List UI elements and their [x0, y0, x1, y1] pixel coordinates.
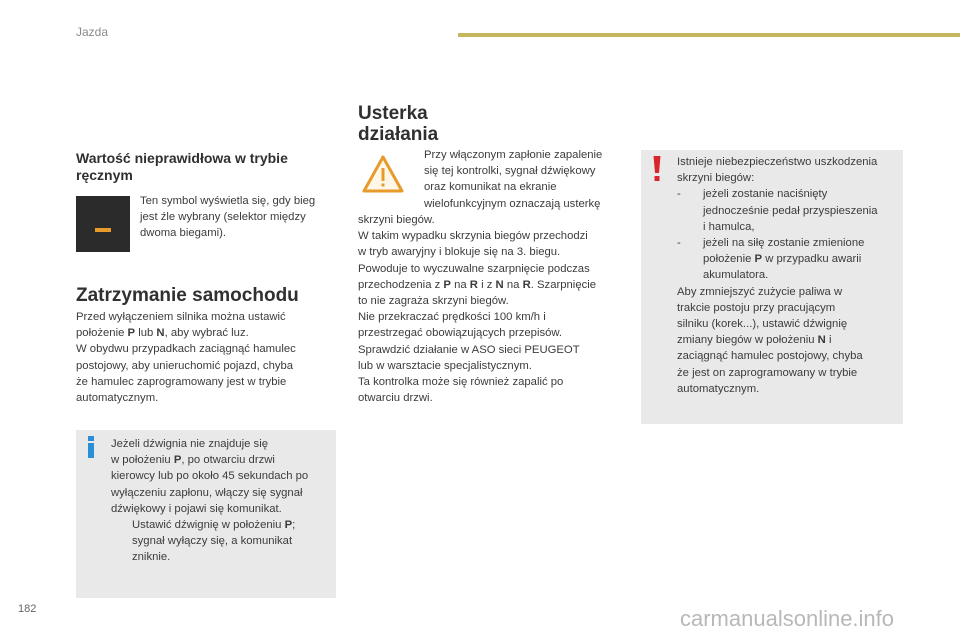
- info-icon: [86, 436, 96, 458]
- text-line: przestrzegać obowiązujących przepisów.: [358, 327, 563, 340]
- text-line: trakcie postoju przy pracującym: [677, 301, 836, 314]
- text-line: zaciągnąć hamulec postojowy, chyba: [677, 350, 863, 363]
- text-line: lub w warsztacie specjalistycznym.: [358, 359, 532, 372]
- text-line: jeżeli na siłę zostanie zmienione: [703, 237, 865, 250]
- text-line: zmiany biegów w położeniu N i: [677, 334, 832, 347]
- text-line: silniku (korek...), ustawić dźwignię: [677, 318, 848, 331]
- text-line: położenie P lub N, aby wybrać luz.: [76, 327, 249, 340]
- wrong-value-heading: [76, 150, 288, 184]
- text-line: Przy włączonym zapłonie zapalenie: [424, 149, 603, 161]
- text-line: W obydwu przypadkach zaciągnąć hamulec: [76, 343, 296, 356]
- heading-line: działania: [358, 124, 439, 145]
- text-line: Aby zmniejszyć zużycie paliwa w: [677, 285, 843, 298]
- text-line: automatycznym.: [677, 382, 760, 395]
- text-line: Powoduje to wyczuwalne szarpnięcie podczas: [358, 262, 590, 275]
- text-line: w położeniu P, po otwarciu drzwi: [111, 454, 275, 467]
- heading-line: Wartość nieprawidłowa w trybie: [76, 150, 288, 166]
- watermark: carmanualsonline.info: [680, 606, 895, 631]
- stop-heading: Zatrzymanie samochodu: [76, 285, 299, 306]
- text-line: Ta kontrolka może się również zapalić po: [358, 376, 564, 389]
- text-line: jest źle wybrany (selektor między: [140, 211, 306, 224]
- text-line: wyłączeniu zapłonu, włączy się sygnał: [111, 486, 303, 499]
- text-line: kierowcy lub po około 45 sekundach po: [111, 470, 309, 483]
- text-line: w tryb awaryjny i blokuje się na 3. biegu.: [358, 246, 561, 259]
- text-line: skrzyni biegów:: [677, 172, 755, 185]
- text-line: W takim wypadku skrzynia biegów przechodzi: [358, 230, 588, 243]
- text-line: zniknie.: [132, 551, 171, 564]
- heading-line: ręcznym: [76, 167, 133, 183]
- gear-selector-symbol-icon: [76, 196, 130, 252]
- text-line: Ten symbol wyświetla się, gdy bieg: [140, 195, 316, 207]
- warning-text: [677, 154, 878, 397]
- heading-line: Usterka: [358, 103, 428, 124]
- fault-indented-text: [424, 147, 602, 212]
- text-line: jednocześnie pedał przyspieszenia: [703, 204, 878, 217]
- text-line: i hamulca,: [703, 220, 755, 233]
- dash-item: [677, 186, 878, 235]
- text-line: Sprawdzić działanie w ASO sieci PEUGEOT: [358, 343, 580, 356]
- dash-item: [677, 235, 878, 284]
- section-title: Jazda: [76, 25, 109, 39]
- text-line: oraz komunikat na ekranie: [424, 181, 557, 194]
- fault-heading: [358, 103, 438, 145]
- warning-triangle-icon: [361, 154, 405, 194]
- dash-bullet: -: [677, 188, 681, 201]
- bullet-item: [111, 517, 308, 566]
- text-line: Nie przekraczać prędkości 100 km/h i: [358, 311, 546, 324]
- text-line: automatycznym.: [76, 392, 159, 405]
- text-line: Jeżeli dźwignia nie znajduje się: [111, 438, 268, 450]
- text-line: to nie zagraża skrzyni biegów.: [358, 295, 509, 308]
- text-line: otwarciu drzwi.: [358, 392, 433, 405]
- text-line: się tej kontrolki, sygnał dźwiękowy: [424, 165, 596, 178]
- text-line: sygnał wyłączy się, a komunikat: [132, 535, 293, 548]
- gear-dash-icon: [95, 228, 111, 232]
- dash-bullet: -: [677, 237, 681, 250]
- text-line: Ustawić dźwignię w położeniu P;: [132, 519, 296, 532]
- text-line: Istnieje niebezpieczeństwo uszkodzenia: [677, 156, 878, 168]
- text-line: akumulatora.: [703, 269, 769, 282]
- text-line: dwoma biegami).: [140, 227, 227, 240]
- text-line: że hamulec zaprogramowany jest w trybie: [76, 375, 287, 388]
- text-line: Przed wyłączeniem silnika można ustawić: [76, 311, 286, 323]
- page-number: 182: [18, 603, 37, 615]
- text-line: skrzyni biegów.: [358, 214, 435, 226]
- text-line: wielofunkcyjnym oznaczają usterkę: [424, 197, 601, 210]
- fault-paragraph: [358, 212, 596, 406]
- info-text: [111, 436, 308, 566]
- text-line: postojowy, aby unieruchomić pojazd, chyba: [76, 359, 294, 372]
- symbol-description: [140, 193, 315, 242]
- stop-paragraph: [76, 309, 296, 406]
- text-line: jeżeli zostanie naciśnięty: [703, 188, 828, 201]
- header-rule: [458, 33, 960, 37]
- exclamation-icon: [652, 156, 662, 182]
- text-line: że jest on zaprogramowany w trybie: [677, 366, 858, 379]
- text-line: przechodzenia z P na R i z N na R. Szarpnięcie: [358, 278, 597, 291]
- text-line: dźwiękowy i pojawi się komunikat.: [111, 502, 282, 515]
- text-line: położenie P w przypadku awarii: [703, 253, 862, 266]
